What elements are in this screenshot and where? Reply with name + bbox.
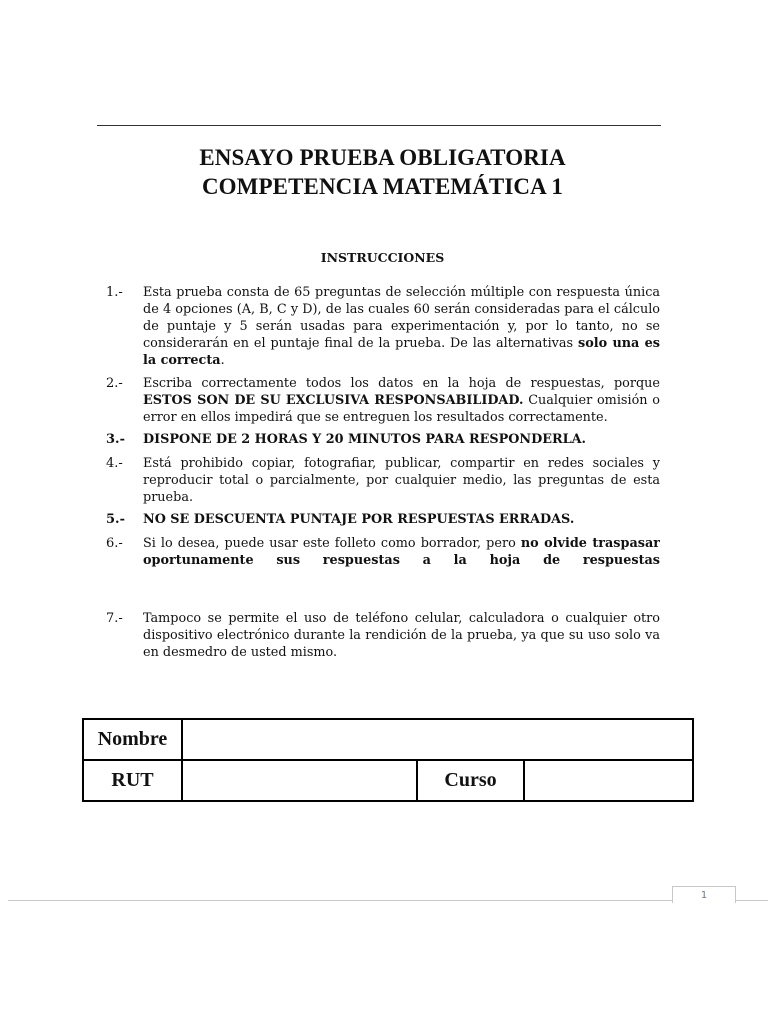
- rut-field[interactable]: [183, 761, 416, 800]
- student-info-form: [82, 718, 694, 802]
- item-number: 2.-: [106, 376, 123, 391]
- footer-rule: [8, 900, 768, 901]
- item-number: 4.-: [106, 456, 123, 471]
- item-text-emphasis: solo una es la correcta: [143, 336, 661, 368]
- course-label: Curso: [444, 769, 497, 791]
- title-line-2: COMPETENCIA MATEMÁTICA 1: [201, 174, 564, 199]
- instruction-item-6: [106, 535, 660, 575]
- instruction-item-1: [106, 284, 660, 370]
- header-rule: [97, 125, 661, 126]
- item-text: DISPONE DE 2 HORAS Y 20 MINUTOS PARA RESPONDERLA.: [143, 432, 586, 447]
- item-number: 1.-: [106, 285, 123, 300]
- item-text-emphasis: ESTOS SON DE SU EXCLUSIVA RESPONSABILIDAD.: [143, 393, 524, 408]
- item-text-emphasis: no olvide traspasar oportunamente sus respuestas a la hoja de respuestas: [143, 536, 660, 568]
- name-label: Nombre: [97, 728, 168, 750]
- item-text: Tampoco se permite el uso de teléfono celular, calculadora o cualquier otro dispositivo electrónico durante la rendición de la prueba, ya que su uso solo va en desmedro de usted mismo.: [143, 611, 660, 660]
- item-text: Escriba correctamente todos los datos en la hoja de respuestas, porque ESTOS SON DE SU EXCLUSIVA RESPONSABILIDAD. Cualquier omisión o error en ellos impedirá que se entreguen los resultados correctamente.: [143, 376, 661, 425]
- item-text: Si lo desea, puede usar este folleto como borrador, pero no olvide traspasar oportunamente sus respuestas a la hoja de respuestas: [143, 536, 660, 568]
- document-title: [97, 143, 668, 201]
- item-text: Esta prueba consta de 65 preguntas de selección múltiple con respuesta única de 4 opciones (A, B, C y D), de las cuales 60 serán consideradas para el cálculo de puntaje y 5 serán usadas para experimentación y, por lo tanto, no se considerarán en el puntaje final de la prueba. De las alternativas solo una es la correcta.: [143, 285, 661, 368]
- rut-label: RUT: [111, 769, 154, 791]
- instruction-item-4: [106, 455, 660, 507]
- instruction-item-2: [106, 375, 660, 427]
- course-field[interactable]: [525, 761, 692, 800]
- instruction-item-7: [106, 610, 660, 662]
- item-number: 7.-: [106, 611, 123, 626]
- item-number: 3.-: [106, 432, 125, 447]
- item-text: NO SE DESCUENTA PUNTAJE POR RESPUESTAS ERRADAS.: [143, 512, 575, 527]
- instructions-heading: INSTRUCCIONES: [320, 250, 445, 265]
- name-field[interactable]: [183, 720, 692, 759]
- title-line-1: ENSAYO PRUEBA OBLIGATORIA: [199, 145, 566, 170]
- page-number: 1: [672, 886, 736, 903]
- instruction-item-3: [106, 431, 660, 449]
- item-text: Está prohibido copiar, fotografiar, publicar, compartir en redes sociales y reproducir total o parcialmente, por cualquier medio, las preguntas de esta prueba.: [143, 456, 660, 505]
- instruction-item-5: [106, 511, 660, 529]
- item-number: 5.-: [106, 512, 125, 527]
- item-number: 6.-: [106, 536, 123, 551]
